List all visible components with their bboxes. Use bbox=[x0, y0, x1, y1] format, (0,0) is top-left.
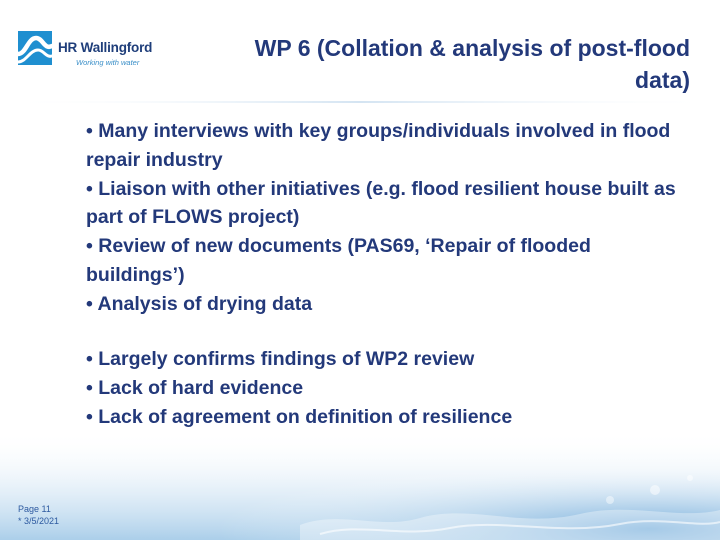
slide-date: * 3/5/2021 bbox=[18, 516, 60, 526]
bullet-item: • Review of new documents (PAS69, ‘Repair of flooded buildings’) bbox=[86, 235, 591, 286]
bullet-item: • Many interviews with key groups/individuals involved in flood repair industry bbox=[86, 120, 671, 171]
bullet-item: • Largely confirms findings of WP2 review bbox=[86, 348, 475, 370]
water-splash-decoration bbox=[0, 430, 720, 540]
bullet-item: • Liaison with other initiatives (e.g. flood resilient house built as part of FLOWS project) bbox=[86, 177, 676, 229]
hr-wallingford-logo bbox=[16, 28, 153, 70]
bullet-item: • Lack of hard evidence bbox=[86, 376, 304, 399]
logo-tagline: Working with water bbox=[76, 58, 140, 67]
bullet-item: • Analysis of drying data bbox=[86, 292, 313, 315]
page-number: Page 11 bbox=[18, 504, 51, 514]
bullet-list-activities bbox=[86, 117, 686, 319]
slide-title: WP 6 (Collation & analysis of post-flood data) bbox=[254, 35, 690, 93]
wave-logo-icon bbox=[16, 28, 56, 68]
logo-name: HR Wallingford bbox=[58, 40, 153, 55]
bullet-list-findings bbox=[86, 345, 686, 431]
title-divider bbox=[0, 101, 720, 103]
slide-footer bbox=[18, 503, 59, 527]
bullet-item: • Lack of agreement on definition of resilience bbox=[86, 405, 513, 428]
